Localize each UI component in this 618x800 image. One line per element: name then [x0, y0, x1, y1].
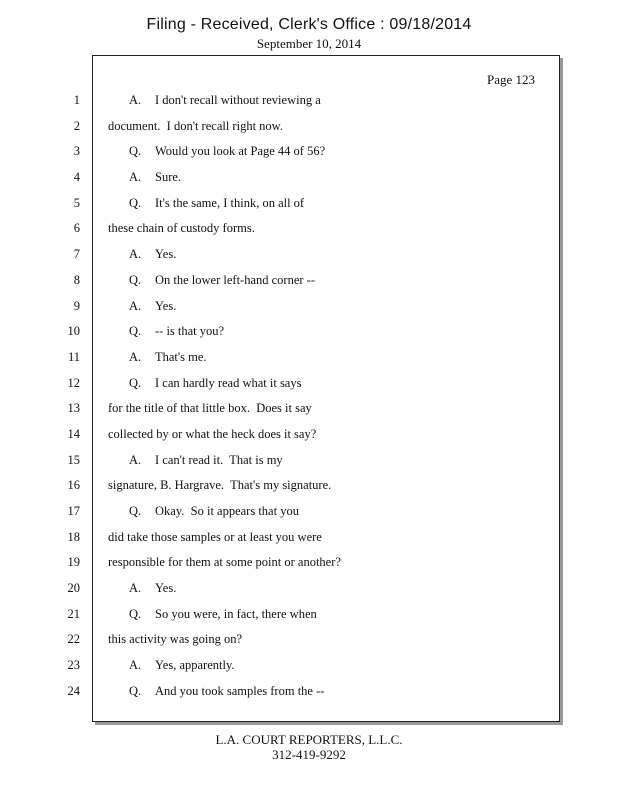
line-number: 16 [67, 478, 80, 493]
transcript-line [0, 346, 618, 372]
speaker-label: Q. [129, 144, 142, 159]
line-content: Yes. [155, 581, 177, 596]
line-number: 12 [67, 375, 80, 390]
filing-stamp: Filing - Received, Clerk's Office : 09/18/2014 [146, 16, 472, 33]
transcript-line [0, 654, 618, 680]
line-text [129, 684, 324, 699]
line-number: 4 [73, 170, 80, 185]
line-content: It's the same, I think, on all of [155, 195, 305, 210]
line-number: 2 [73, 118, 80, 133]
transcript-line [0, 115, 618, 141]
line-number: 10 [67, 324, 80, 339]
footer [0, 732, 618, 762]
speaker-label: Q. [129, 606, 142, 621]
speaker-label: A. [129, 170, 142, 185]
line-number: 1 [73, 93, 80, 107]
line-number: 8 [73, 272, 80, 287]
line-content: did take those samples or at least you were [108, 529, 322, 544]
line-number: 11 [67, 349, 80, 364]
line-content: collected by or what the heck does it say? [108, 426, 317, 441]
line-content: So you were, in fact, there when [155, 606, 317, 621]
line-number: 23 [67, 658, 80, 673]
speaker-label: A. [129, 658, 142, 673]
line-number: 3 [73, 144, 80, 159]
line-content: these chain of custody forms. [108, 221, 255, 236]
speaker-label: A. [129, 349, 142, 364]
line-number: 21 [67, 606, 80, 621]
transcript-line [0, 628, 618, 654]
line-text [108, 221, 255, 236]
speaker-label: Q. [129, 375, 142, 390]
transcript-line [0, 140, 618, 166]
line-content: Yes. [155, 298, 177, 313]
line-content: document. I don't recall right now. [108, 118, 284, 133]
line-text [129, 273, 315, 288]
line-text [108, 119, 283, 134]
speaker-label: Q. [129, 272, 142, 287]
transcript-line [0, 243, 618, 269]
line-text [129, 299, 176, 314]
line-number: 19 [67, 555, 80, 570]
line-text [129, 453, 283, 468]
transcript-line [0, 372, 618, 398]
transcript-line [0, 397, 618, 423]
line-number: 7 [73, 247, 80, 262]
transcript-line [0, 192, 618, 218]
line-number: 22 [67, 632, 80, 647]
speaker-label: Q. [129, 195, 142, 210]
line-text [129, 607, 317, 622]
speaker-label: A. [129, 452, 142, 467]
transcript-line [0, 500, 618, 526]
line-text [129, 504, 299, 519]
transcript-line [0, 89, 618, 115]
line-content: Yes. [155, 247, 177, 262]
speaker-label: A. [129, 298, 142, 313]
deposition-date: September 10, 2014 [256, 36, 362, 51]
line-text [108, 530, 322, 545]
line-text [108, 555, 341, 570]
line-content: this activity was going on? [108, 632, 243, 647]
line-number: 24 [67, 683, 80, 698]
transcript-line [0, 449, 618, 475]
line-text [129, 247, 176, 262]
transcript-line [0, 217, 618, 243]
transcript-line [0, 551, 618, 577]
line-number: 14 [67, 426, 80, 441]
transcript-line [0, 603, 618, 629]
speaker-label: A. [129, 93, 142, 107]
transcript-line [0, 423, 618, 449]
transcript-lines [0, 89, 618, 706]
line-content: That's me. [155, 349, 207, 364]
transcript-line [0, 166, 618, 192]
transcript-line [0, 474, 618, 500]
line-text [108, 632, 242, 647]
line-content: Okay. So it appears that you [155, 504, 299, 518]
line-text [129, 144, 325, 159]
line-text [129, 350, 207, 365]
speaker-label: A. [129, 581, 142, 596]
line-text [129, 376, 301, 391]
reporter-company: L.A. COURT REPORTERS, L.L.C. [215, 732, 403, 747]
speaker-label: Q. [129, 683, 142, 698]
line-number: 5 [73, 195, 80, 210]
line-text [129, 170, 181, 185]
transcript-line [0, 577, 618, 603]
line-content: -- is that you? [155, 324, 225, 339]
line-text [129, 658, 235, 673]
transcript-line [0, 295, 618, 321]
speaker-label: A. [129, 247, 142, 262]
line-content: I don't recall without reviewing a [155, 93, 321, 107]
transcript-line [0, 526, 618, 552]
line-number: 17 [67, 504, 80, 518]
line-number: 9 [73, 298, 80, 313]
line-content: And you took samples from the -- [155, 683, 325, 698]
speaker-label: Q. [129, 504, 142, 518]
line-content: Yes, apparently. [155, 658, 235, 673]
line-number: 13 [67, 401, 80, 416]
transcript-line [0, 680, 618, 706]
line-content: I can hardly read what it says [155, 375, 302, 390]
page-label: Page 123 [487, 72, 536, 87]
speaker-label: Q. [129, 324, 142, 339]
line-content: Sure. [155, 170, 182, 185]
line-content: for the title of that little box. Does it say [108, 401, 312, 416]
line-number: 6 [73, 221, 80, 236]
line-text [129, 581, 176, 596]
line-text [108, 478, 331, 493]
line-number: 18 [67, 529, 80, 544]
transcript-line [0, 320, 618, 346]
line-text [129, 93, 321, 108]
transcript-line [0, 269, 618, 295]
line-content: responsible for them at some point or another? [108, 555, 341, 570]
line-content: signature, B. Hargrave. That's my signature. [108, 478, 332, 493]
reporter-phone: 312-419-9292 [272, 747, 346, 762]
line-content: Would you look at Page 44 of 56? [155, 144, 326, 159]
line-text [108, 401, 312, 416]
line-content: I can't read it. That is my [155, 452, 283, 467]
line-number: 20 [67, 581, 80, 596]
line-text [129, 196, 304, 211]
line-text [129, 324, 224, 339]
line-content: On the lower left-hand corner -- [155, 272, 315, 287]
line-number: 15 [67, 452, 80, 467]
line-text [108, 427, 316, 442]
